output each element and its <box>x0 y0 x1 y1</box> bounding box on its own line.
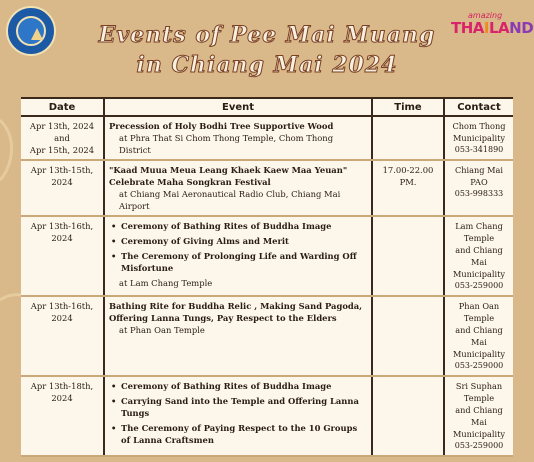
event-contact-cell <box>444 160 513 216</box>
contact-organization-line: Municipality <box>452 269 506 279</box>
event-activity-list <box>109 220 367 274</box>
event-time-cell <box>372 116 444 160</box>
table-row <box>21 216 513 296</box>
page-title-line-2: in Chiang Mai 2024 <box>136 52 398 78</box>
contact-organization-line: Chom Thong <box>452 121 506 131</box>
event-activity-list <box>109 380 367 446</box>
amazing-thailand-logo: THAILAND <box>451 19 534 37</box>
table-row <box>21 296 513 376</box>
event-activity: • The Ceremony of Paying Respect to the 10 Groups of Lanna Craftsmen <box>119 422 367 446</box>
contact-organization-line: PAO <box>470 177 488 187</box>
contact-organization-line: Sri Suphan Temple <box>455 381 503 403</box>
event-date-cell <box>21 216 104 296</box>
event-location: at Phan Oan Temple <box>119 325 205 335</box>
contact-phone: 053-259000 <box>454 441 504 450</box>
event-date-line: Apr 13th-15th, <box>30 165 94 175</box>
table-header-row <box>21 98 513 116</box>
event-date-line: 2024 <box>51 233 73 243</box>
event-activity: • Ceremony of Bathing Rites of Buddha Image <box>119 380 367 392</box>
brand-tagline: amazing <box>468 11 503 20</box>
event-date-line: Apr 13th-18th, <box>30 381 94 391</box>
event-date-line: 2024 <box>51 177 73 187</box>
event-date-line: 2024 <box>51 393 73 403</box>
event-location: at Lam Chang Temple <box>119 278 213 288</box>
event-date-cell <box>21 376 104 456</box>
event-activity: • Ceremony of Giving Alms and Merit <box>119 235 367 247</box>
contact-organization-line: Chiang Mai <box>454 165 504 175</box>
event-activity: • Carrying Sand into the Temple and Offering Lanna Tungs <box>119 395 367 419</box>
event-activity: • Ceremony of Bathing Rites of Buddha Image <box>119 220 367 232</box>
event-title: Bathing Rite for Buddha Relic , Making Sand Pagoda, Offering Lanna Tungs, Pay Respect to the Elders <box>109 301 363 323</box>
event-title: Precession of Holy Bodhi Tree Supportive Wood <box>109 121 334 131</box>
contact-phone: 053-998333 <box>454 189 504 198</box>
contact-organization-line: Municipality <box>452 133 506 143</box>
event-activity: • The Ceremony of Prolonging Life and Warding Off Misfortune <box>119 250 367 274</box>
event-date-cell <box>21 160 104 216</box>
events-table <box>21 97 513 457</box>
event-location: at Chiang Mai Aeronautical Radio Club, Chiang Mai Airport <box>119 189 341 211</box>
event-time-cell: 17.00-22.00 PM. <box>372 160 444 216</box>
event-contact-cell <box>444 376 513 456</box>
event-description-cell <box>104 216 372 296</box>
contact-organization-line: Lam Chang Temple <box>455 221 503 243</box>
event-date-cell <box>21 296 104 376</box>
contact-organization-line: and Chiang Mai <box>455 405 503 427</box>
event-date-cell <box>21 116 104 160</box>
column-header-event: Event <box>104 98 372 116</box>
contact-organization-line: and Chiang Mai <box>455 325 503 347</box>
event-contact-cell <box>444 296 513 376</box>
contact-phone: 053-259000 <box>454 361 504 370</box>
event-date-line: Apr 13th-16th, <box>30 221 94 231</box>
event-description-cell <box>104 160 372 216</box>
column-header-contact: Contact <box>444 98 513 116</box>
event-time-cell <box>372 376 444 456</box>
event-location: at Phra That Si Chom Thong Temple, Chom Thong District <box>119 133 334 155</box>
event-title: "Kaad Muua Meua Leang Khaek Kaew Maa Yeuan" Celebrate Maha Songkran Festival <box>109 165 348 187</box>
contact-organization-line: Municipality <box>452 349 506 359</box>
event-date-line: Apr 15th, 2024 <box>29 145 95 155</box>
event-date-line: and <box>54 133 70 143</box>
page-title-line-1: Events of Pee Mai Muang <box>98 22 436 48</box>
event-time-cell <box>372 296 444 376</box>
contact-organization-line: and Chiang Mai <box>455 245 503 267</box>
table-row <box>21 160 513 216</box>
event-contact-cell <box>444 116 513 160</box>
contact-organization-line: Phan Oan Temple <box>458 301 500 323</box>
event-description-cell <box>104 296 372 376</box>
header <box>0 0 534 90</box>
event-description-cell <box>104 116 372 160</box>
table-row <box>21 376 513 456</box>
event-time-cell <box>372 216 444 296</box>
contact-organization-line: Municipality <box>452 429 506 439</box>
contact-phone: 053-259000 <box>454 281 504 290</box>
table-row <box>21 116 513 160</box>
column-header-time: Time <box>372 98 444 116</box>
event-date-line: Apr 13th-16th, <box>30 301 94 311</box>
column-header-date: Date <box>21 98 104 116</box>
event-date-line: 2024 <box>51 313 73 323</box>
event-date-line: Apr 13th, 2024 <box>29 121 95 131</box>
event-description-cell <box>104 376 372 456</box>
contact-phone: 053-341890 <box>454 145 504 154</box>
event-contact-cell <box>444 216 513 296</box>
